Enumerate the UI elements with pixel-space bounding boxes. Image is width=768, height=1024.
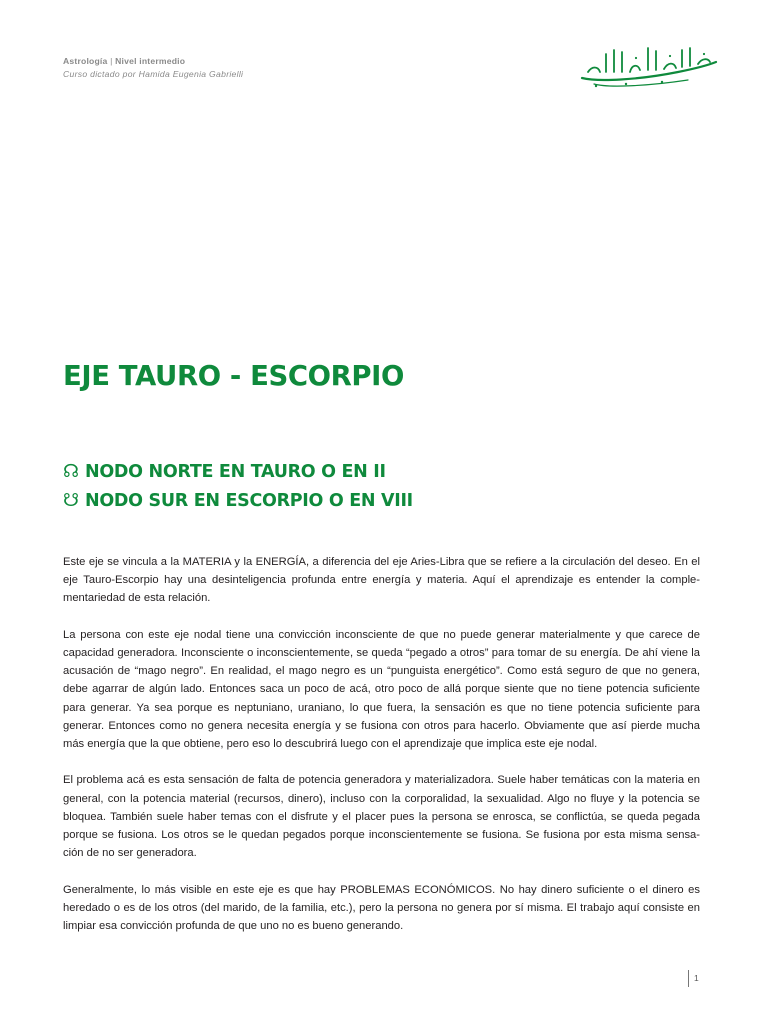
south-node-heading [63, 490, 413, 511]
paragraph: Generalmente, lo más visible en este eje es que hay PROBLEMAS ECONÓMICOS. No hay dinero suficiente o el dinero es heredado o es de los otros (del marido, de la familia, etc.), pero la persona no genera por sí misma. El trabajo aquí consiste en limpiar esa convicción profunda de que uno no es bueno generando. [63, 883, 700, 933]
north-node-heading [63, 461, 386, 482]
running-header [63, 55, 243, 81]
paragraph: La persona con este eje nodal tiene una convicción inconsciente de que no puede generar materialmente y que carece de capacidad generadora. Inconsciente o inconscientemente, se queda “pegado a otros” para tomar de su energía. De ahí viene la acusación de “mago negro”. En realidad, el mago negro es un “punguista energético”. Como está seguro de que no genera, debe agarrar de algún lado. Entonces saca un poco de acá, otro poco de allá porque siente que no tiene potencia suficiente para generar. Ya sea porque es neptuniano, uraniano, lo que fuera, la sensación es que no tiene potencia suficiente para generar. Entonces como no genera necesita energía y se fusiona con otros para hacerlo. Obviamente que así pierde mucha más energía que la que obtiene, pero eso lo descubrirá luego con el aprendizaje que implica este eje nodal. [63, 628, 700, 751]
instructor-credit: Curso dictado por Hamida Eugenia Gabrielli [63, 69, 244, 79]
header-separator: | [110, 56, 113, 66]
south-node-icon: ☋ [63, 490, 79, 511]
north-node-icon: ☊ [63, 461, 79, 482]
course-line [63, 55, 243, 68]
page-number: 1 [688, 970, 699, 987]
course-level: Nivel intermedio [115, 56, 186, 66]
body-text [63, 553, 700, 953]
south-node-label: NODO SUR EN ESCORPIO O EN VIII [85, 491, 413, 511]
page-title: EJE TAURO - ESCORPIO [63, 360, 404, 392]
paragraph: El problema acá es esta sensación de falta de potencia generadora y materializadora. Suele haber temáticas con la materia en general, con la potencia material (recursos, dinero), incluso con la corporalidad, la sexualidad. Algo no fluye y la potencia se bloquea. También suele haber temas con el disfrute y el placer pues la persona se enrosca, se conflictúa, se queda pegada porque se fusiona. Los otros se le quedan pegados porque inconscientemente se fusiona. Se fusiona por esta misma sensa-ción de no ser generadora. [63, 774, 700, 860]
course-name: Astrología [63, 56, 108, 66]
paragraph: Este eje se vincula a la MATERIA y la ENERGÍA, a diferencia del eje Aries-Libra que se refiere a la circulación del deseo. En el eje Tauro-Escorpio hay una desinteligencia profunda entre energía y materia. Aquí el aprendizaje es entender la comple-mentariedad de esta relación. [63, 556, 700, 605]
arabic-calligraphy-logo [578, 42, 720, 92]
north-node-label: NODO NORTE EN TAURO O EN II [85, 462, 386, 482]
